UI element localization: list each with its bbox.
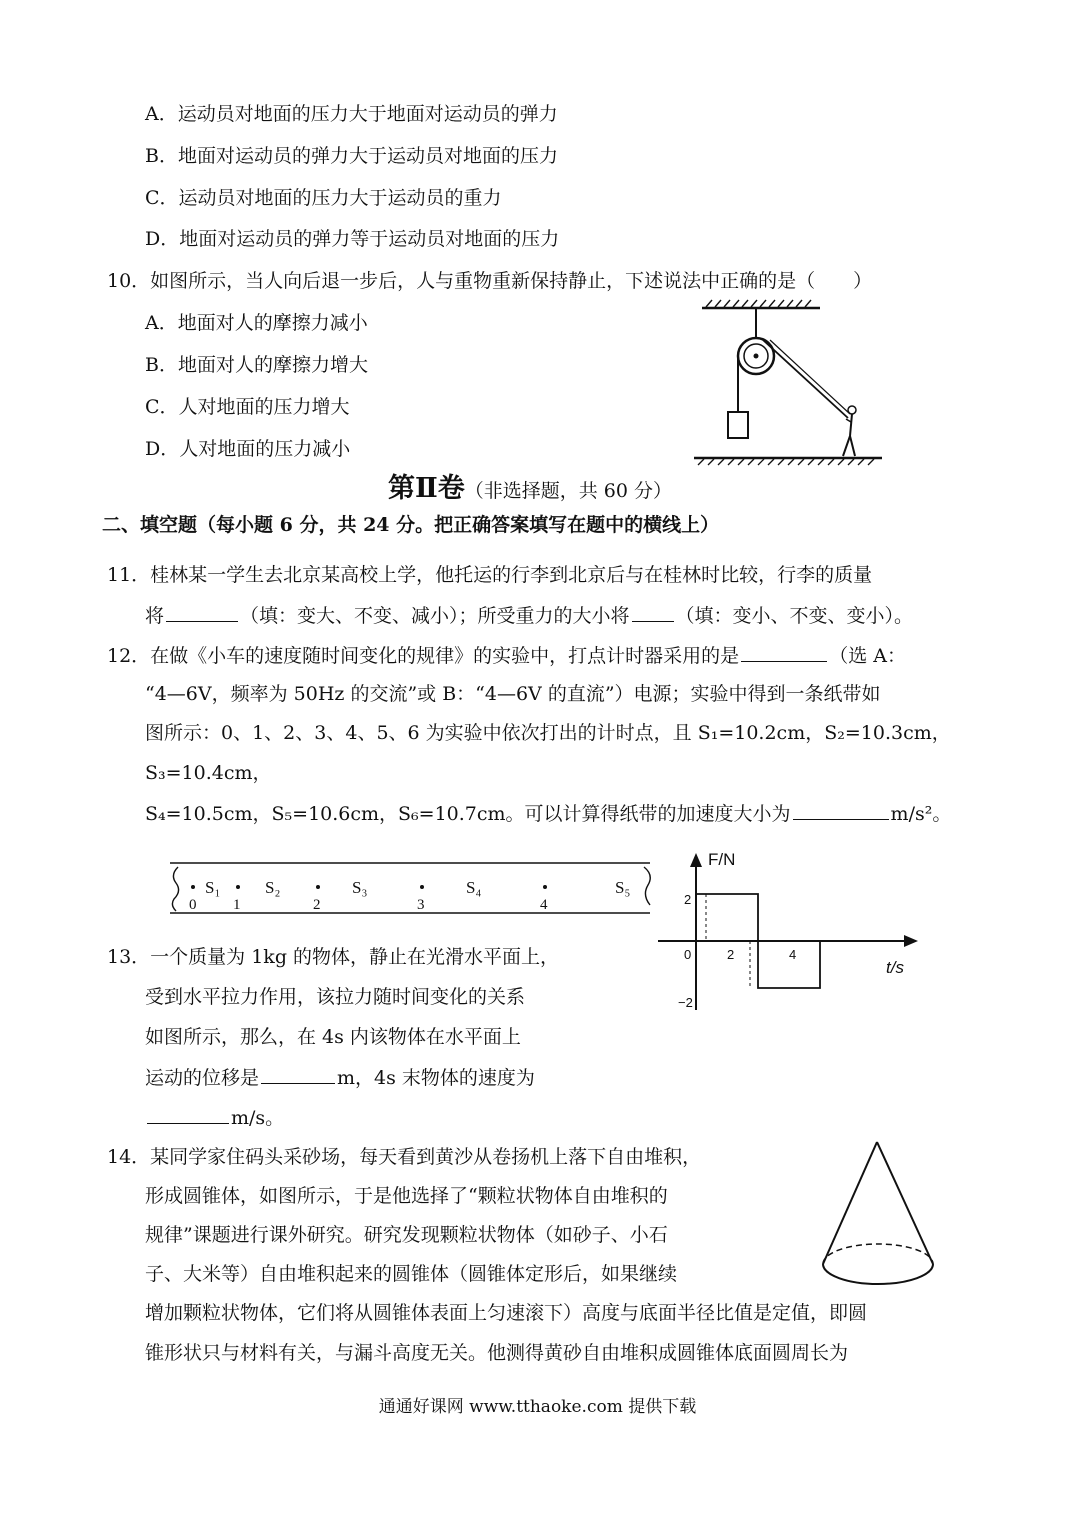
tape-point-2: 2 <box>313 897 321 913</box>
x-axis-label: t/s <box>886 958 904 977</box>
q11-blank-2[interactable] <box>632 601 674 622</box>
q13-line3: 如图所示，那么，在 4s 内该物体在水平面上 <box>145 1026 521 1048</box>
q12-line4: S₃=10.4cm， <box>145 762 272 784</box>
tape-segment-s2: S₂ <box>265 878 281 897</box>
q12-text-a: 12．在做《小车的速度随时间变化的规律》的实验中，打点计时器采用的是 <box>107 645 740 667</box>
q12-line3: 图所示：0、1、2、3、4、5、6 为实验中依次打出的计时点，且 S₁=10.2cm，S₂=10.3cm， <box>145 722 951 744</box>
q12-line5 <box>145 799 951 827</box>
q14-line2: 形成圆锥体，如图所示，于是他选择了“颗粒状物体自由堆积的 <box>145 1185 668 1207</box>
q11-text-a: 将 <box>145 605 165 627</box>
q10-option-a: A．地面对人的摩擦力减小 <box>145 312 368 334</box>
q12-blank-1[interactable] <box>741 641 827 662</box>
q12-line1 <box>107 641 906 669</box>
q14-line1: 14．某同学家住码头采砂场，每天看到黄沙从卷扬机上落下自由堆积， <box>107 1146 702 1168</box>
paper-tape-diagram <box>160 855 660 925</box>
q11-blank-1[interactable] <box>166 601 238 622</box>
q9-option-d: D．地面对运动员的弹力等于运动员对地面的压力 <box>145 228 560 250</box>
y-tick-2: 2 <box>684 892 692 907</box>
q9-option-b: B．地面对运动员的弹力大于运动员对地面的压力 <box>145 145 558 167</box>
tape-point-4: 4 <box>540 897 548 913</box>
tape-segment-s5: S₅ <box>615 878 631 897</box>
q11-line2 <box>145 601 913 629</box>
tape-segment-s4: S₄ <box>466 878 482 897</box>
y-axis-arrow <box>690 853 702 867</box>
y-tick-neg2: −2 <box>678 995 693 1010</box>
q13-text-b: m，4s 末物体的速度为 <box>337 1067 535 1089</box>
q11-text-b: （填：变大、不变、减小）；所受重力的大小将 <box>240 605 630 627</box>
q10-option-c: C．人对地面的压力增大 <box>145 396 350 418</box>
tape-point-3: 3 <box>417 897 425 913</box>
force-time-graph <box>650 845 930 1020</box>
q12-line2: “4—6V，频率为 50Hz 的交流”或 B：“4—6V 的直流”）电源；实验中得到一条纸带如 <box>145 683 881 705</box>
q12-blank-2[interactable] <box>793 799 889 820</box>
section-title <box>388 466 672 505</box>
q10-stem: 10．如图所示，当人向后退一步后，人与重物重新保持静止，下述说法中正确的是（ ） <box>107 270 873 292</box>
q13-line5 <box>145 1103 284 1131</box>
q12-text-b: （选 A： <box>829 645 906 667</box>
section-title-sub: （非选择题，共 60 分） <box>464 480 673 502</box>
q13-blank-1[interactable] <box>261 1063 335 1084</box>
tape-segment-s1: S₁ <box>205 878 221 897</box>
q10-option-b: B．地面对人的摩擦力增大 <box>145 354 368 376</box>
q13-line2: 受到水平拉力作用，该拉力随时间变化的关系 <box>145 986 526 1008</box>
cone-diagram <box>815 1132 945 1297</box>
q12-text-c: S₄=10.5cm，S₅=10.6cm，S₆=10.7cm。可以计算得纸带的加速度大小为 <box>145 803 791 825</box>
page-footer: 通通好课网 www.tthaoke.com 提供下载 <box>378 1397 697 1417</box>
tape-segment-s3: S₃ <box>352 878 368 897</box>
q10-option-d: D．人对地面的压力减小 <box>145 438 351 460</box>
q14-line6: 锥形状只与材料有关，与漏斗高度无关。他测得黄砂自由堆积成圆锥体底面圆周长为 <box>145 1342 849 1364</box>
q11-text-c: （填：变小、不变、变小）。 <box>675 605 914 627</box>
x-axis-arrow <box>904 935 918 947</box>
q9-option-a: A．运动员对地面的压力大于地面对运动员的弹力 <box>145 103 558 125</box>
section-heading: 二、填空题（每小题 6 分，共 24 分。把正确答案填写在题中的横线上） <box>102 514 720 536</box>
q13-text-c: m/s。 <box>231 1107 285 1129</box>
x-tick-4: 4 <box>789 947 797 962</box>
q13-line4 <box>145 1063 535 1091</box>
section-title-main: 第Ⅱ卷 <box>388 473 465 504</box>
tape-point-1: 1 <box>233 897 241 913</box>
q14-line3: 规律”课题进行课外研究。研究发现颗粒状物体（如砂子、小石 <box>145 1224 668 1246</box>
x-tick-2: 2 <box>727 947 735 962</box>
q13-line1: 13．一个质量为 1kg 的物体，静止在光滑水平面上， <box>107 946 560 968</box>
origin-label: 0 <box>684 947 692 962</box>
q13-text-a: 运动的位移是 <box>145 1067 260 1089</box>
q12-text-d: m/s²。 <box>890 803 952 825</box>
q13-blank-2[interactable] <box>147 1103 229 1124</box>
y-axis-label: F/N <box>708 850 736 869</box>
q14-line4: 子、大米等）自由堆积起来的圆锥体（圆锥体定形后，如果继续 <box>145 1263 678 1285</box>
q14-line5: 增加颗粒状物体，它们将从圆锥体表面上匀速滚下）高度与底面半径比值是定值，即圆 <box>145 1302 868 1324</box>
pulley-diagram <box>690 298 890 468</box>
q11-line1: 11．桂林某一学生去北京某高校上学，他托运的行李到北京后与在桂林时比较，行李的质量 <box>107 564 873 586</box>
tape-point-0: 0 <box>189 897 197 913</box>
q9-option-c: C．运动员对地面的压力大于运动员的重力 <box>145 187 502 209</box>
